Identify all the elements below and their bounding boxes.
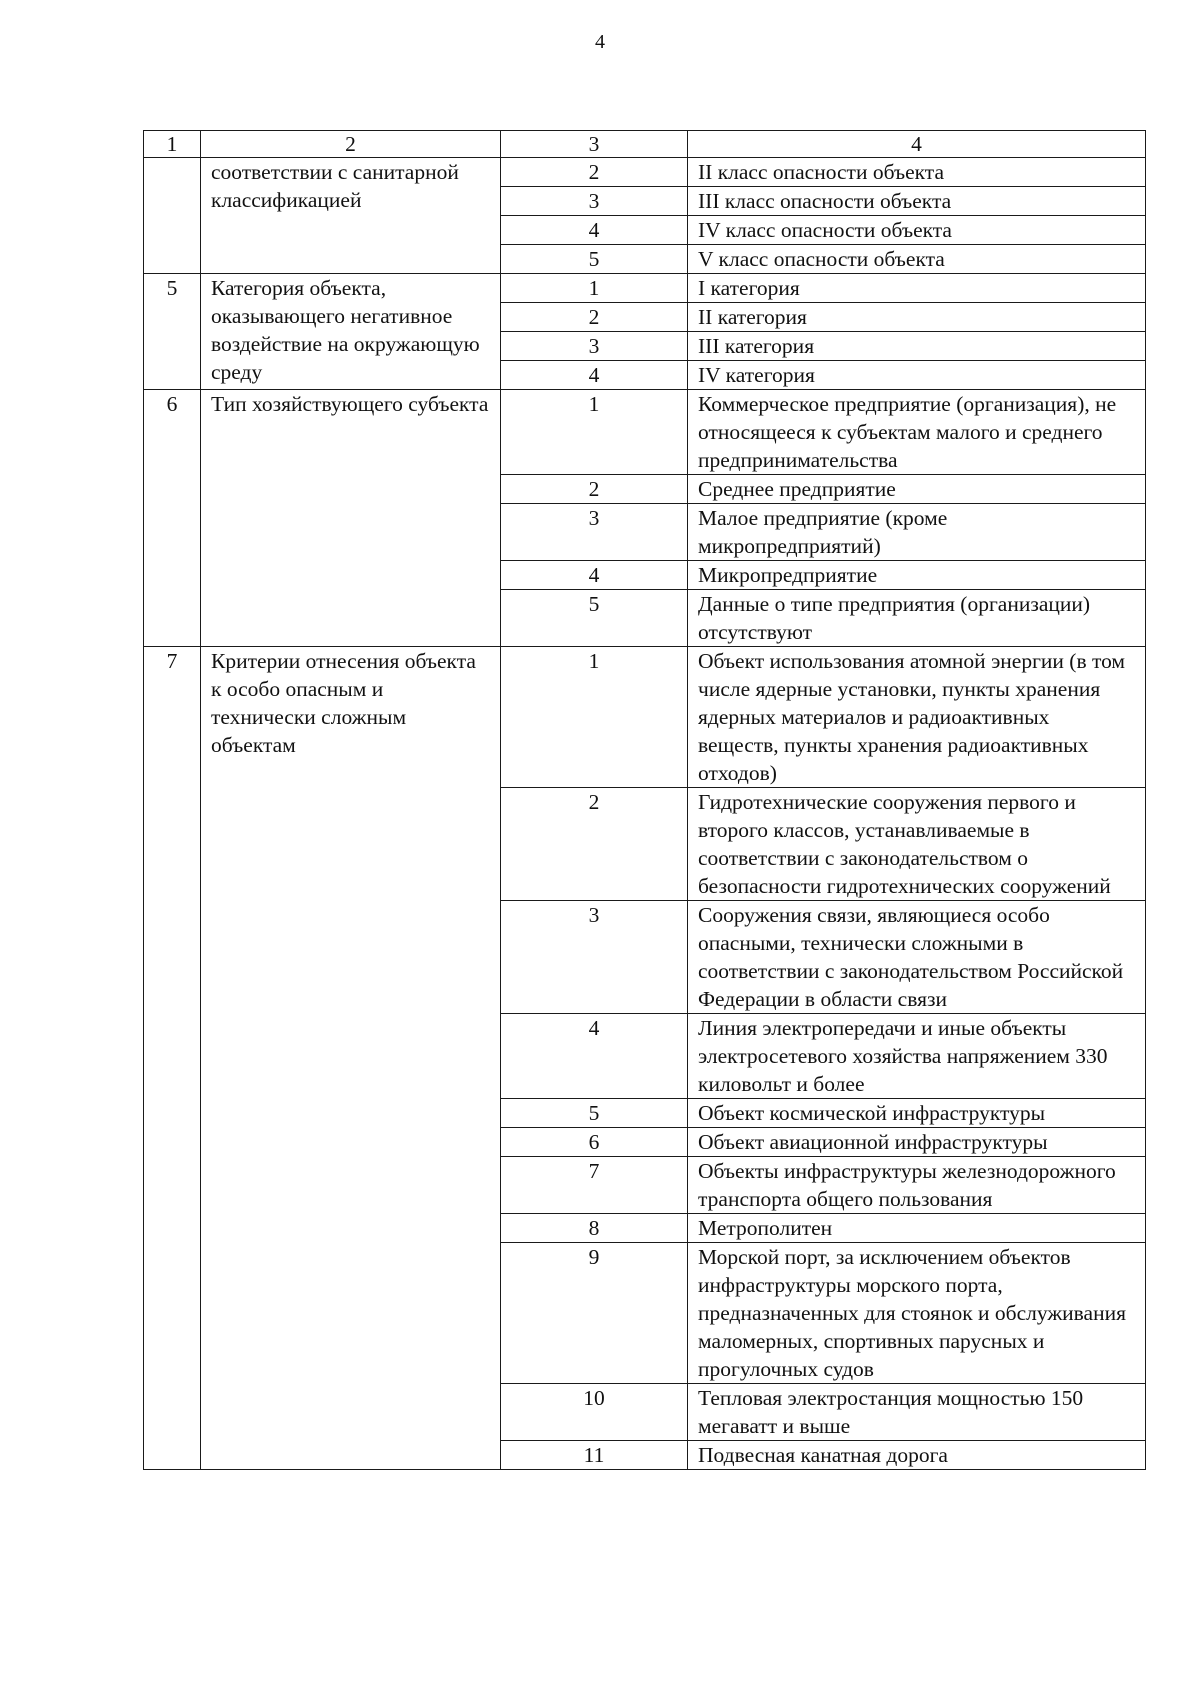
group-index-cell: 5 — [144, 274, 201, 390]
row-description-cell: Коммерческое предприятие (организация), не относящееся к субъектам малого и среднего предпринимательства — [688, 390, 1146, 475]
row-description-cell: Подвесная канатная дорога — [688, 1441, 1146, 1470]
group-name-cell: Критерии отнесения объекта к особо опасным и технически сложным объектам — [201, 647, 501, 1470]
row-code-cell: 4 — [501, 1014, 688, 1099]
row-description-cell: III категория — [688, 332, 1146, 361]
row-description-cell: Среднее предприятие — [688, 475, 1146, 504]
row-code-cell: 1 — [501, 390, 688, 475]
row-description-cell: Гидротехнические сооружения первого и второго классов, устанавливаемые в соответствии с законодательством о безопасности гидротехнических сооружений — [688, 788, 1146, 901]
row-description-cell: II категория — [688, 303, 1146, 332]
row-code-cell: 1 — [501, 647, 688, 788]
row-description-cell: I категория — [688, 274, 1146, 303]
row-description-cell: Линия электропередачи и иные объекты электросетевого хозяйства напряжением 330 киловольт и более — [688, 1014, 1146, 1099]
row-description-cell: Данные о типе предприятия (организации) отсутствуют — [688, 590, 1146, 647]
row-description-cell: Метрополитен — [688, 1214, 1146, 1243]
group-name-cell: Категория объекта, оказывающего негативное воздействие на окружающую среду — [201, 274, 501, 390]
row-code-cell: 2 — [501, 788, 688, 901]
table-row — [144, 647, 1146, 788]
group-name-cell: Тип хозяйствующего субъекта — [201, 390, 501, 647]
row-description-cell: Объект космической инфраструктуры — [688, 1099, 1146, 1128]
row-description-cell: III класс опасности объекта — [688, 187, 1146, 216]
row-code-cell: 6 — [501, 1128, 688, 1157]
row-description-cell: Микропредприятие — [688, 561, 1146, 590]
row-description-cell: Тепловая электростанция мощностью 150 мегаватт и выше — [688, 1384, 1146, 1441]
page-number: 4 — [595, 31, 605, 53]
header-col-4: 4 — [688, 131, 1146, 158]
row-code-cell: 1 — [501, 274, 688, 303]
row-code-cell: 3 — [501, 901, 688, 1014]
row-code-cell: 5 — [501, 590, 688, 647]
row-code-cell: 11 — [501, 1441, 688, 1470]
row-code-cell: 8 — [501, 1214, 688, 1243]
row-code-cell: 5 — [501, 1099, 688, 1128]
header-col-2: 2 — [201, 131, 501, 158]
group-index-cell: 6 — [144, 390, 201, 647]
row-code-cell: 9 — [501, 1243, 688, 1384]
row-code-cell: 3 — [501, 332, 688, 361]
row-description-cell: IV категория — [688, 361, 1146, 390]
row-code-cell: 4 — [501, 361, 688, 390]
row-description-cell: Морской порт, за исключением объектов инфраструктуры морского порта, предназначенных для стоянок и обслуживания маломерных, спортивных парусных и прогулочных судов — [688, 1243, 1146, 1384]
row-code-cell: 2 — [501, 158, 688, 187]
row-code-cell: 7 — [501, 1157, 688, 1214]
row-description-cell: Объект авиационной инфраструктуры — [688, 1128, 1146, 1157]
row-description-cell: II класс опасности объекта — [688, 158, 1146, 187]
group-index-cell: 7 — [144, 647, 201, 1470]
row-description-cell: Объект использования атомной энергии (в том числе ядерные установки, пункты хранения ядерных материалов и радиоактивных веществ, пункты хранения радиоактивных отходов) — [688, 647, 1146, 788]
row-description-cell: Объекты инфраструктуры железнодорожного транспорта общего пользования — [688, 1157, 1146, 1214]
row-description-cell: IV класс опасности объекта — [688, 216, 1146, 245]
row-code-cell: 2 — [501, 303, 688, 332]
table-row — [144, 274, 1146, 303]
row-code-cell: 10 — [501, 1384, 688, 1441]
row-code-cell: 4 — [501, 216, 688, 245]
table-header-row — [144, 131, 1146, 158]
row-code-cell: 3 — [501, 187, 688, 216]
header-col-3: 3 — [501, 131, 688, 158]
row-description-cell: Малое предприятие (кроме микропредприятий) — [688, 504, 1146, 561]
group-name-cell: соответствии с санитарной классификацией — [201, 158, 501, 274]
header-col-1: 1 — [144, 131, 201, 158]
table-row — [144, 158, 1146, 187]
table-row — [144, 390, 1146, 475]
row-code-cell: 5 — [501, 245, 688, 274]
row-code-cell: 2 — [501, 475, 688, 504]
row-code-cell: 3 — [501, 504, 688, 561]
row-code-cell: 4 — [501, 561, 688, 590]
group-index-cell — [144, 158, 201, 274]
classification-table — [143, 130, 1146, 1470]
row-description-cell: V класс опасности объекта — [688, 245, 1146, 274]
row-description-cell: Сооружения связи, являющиеся особо опасными, технически сложными в соответствии с законодательством Российской Федерации в области связи — [688, 901, 1146, 1014]
